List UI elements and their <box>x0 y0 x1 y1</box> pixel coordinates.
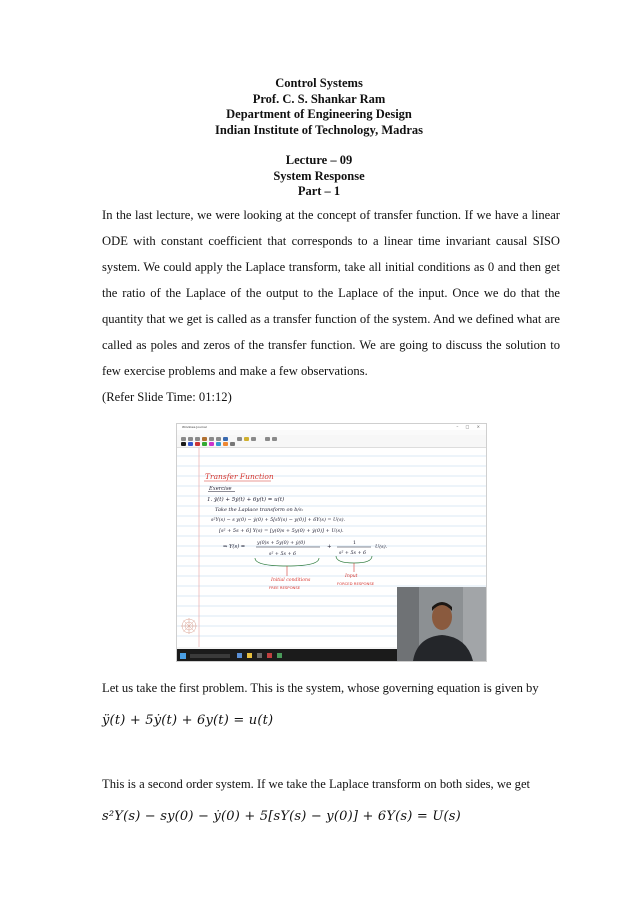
slide-eq-c-numerator-2: 1 <box>353 541 357 546</box>
taskbar-app-icon <box>277 653 282 658</box>
taskbar-app-icon <box>237 653 242 658</box>
toolbar-icon <box>188 437 193 441</box>
note-forced-response: FORCED RESPONSE <box>337 581 375 586</box>
slide-eq-c-plus: + <box>327 544 332 550</box>
start-icon <box>180 653 186 659</box>
highlighter-icon <box>244 437 249 441</box>
lecture-slide-screenshot <box>176 423 487 662</box>
slide-window-title: Windows Journal <box>182 425 207 429</box>
slide-eq-c-tail: U(s). <box>375 544 388 550</box>
color-swatch <box>202 442 207 446</box>
color-swatch <box>209 442 214 446</box>
slide-eq-c-lhs: ⇒ Y(s) = <box>223 544 246 550</box>
slide-eq-a: s²Y(s) − s y(0) − ẏ(0) + 5[sY(s) − y(0)] + 6Y(s) = U(s). <box>211 517 346 523</box>
slide-toolbar <box>177 435 486 448</box>
slide-step: Take the Laplace transform on b/s: <box>215 507 304 513</box>
color-swatch <box>230 442 235 446</box>
professor-name: Prof. C. S. Shankar Ram <box>252 91 386 106</box>
toolbar-icon <box>251 437 256 441</box>
course-title: Control Systems <box>275 76 363 90</box>
taskbar-app-icon <box>267 653 272 658</box>
slide-section: Exercise <box>209 486 232 492</box>
document-header <box>0 76 638 200</box>
refer-slide-time: (Refer Slide Time: 01:12) <box>102 390 232 404</box>
color-swatch <box>195 442 200 446</box>
forced-response-brace <box>336 556 372 563</box>
department-name: Department of Engineering Design <box>226 107 412 121</box>
compass-rose-icon <box>181 618 197 634</box>
toolbar-icon <box>272 437 277 441</box>
lecture-part: Part – 1 <box>297 184 341 198</box>
laplace-equation: s²Y(s) − sy(0) − ẏ(0) + 5[sY(s) − y(0)] + 6Y(s) = U(s) <box>102 809 461 824</box>
paragraph-first-problem: Let us take the first problem. This is the system, whose governing equation is given by <box>102 681 539 695</box>
toolbar-icon <box>181 437 186 441</box>
pen-icon <box>202 437 207 441</box>
note-input: Input <box>345 574 358 579</box>
toolbar-icon <box>209 437 214 441</box>
lecturer-webcam-inset <box>397 587 486 661</box>
intro-paragraph: In the last lecture, we were looking at the concept of transfer function. If we have a linear ODE with constant coefficient that corresponds to a linear time invariant causal SISO system. We could apply the Laplace transform, take all initial conditions as 0 and then get the ratio of the Laplace of the output to the Laplace of the input. Once we do that the quantity that we get is called as a transfer function of the system. And we defined what are called as poles and zeros of the transfer function. We are going to discuss the solution to few exercise problems and make a few observations. <box>102 208 560 378</box>
taskbar-app-icon <box>247 653 252 658</box>
free-response-brace <box>255 558 319 566</box>
toolbar-icon <box>216 437 221 441</box>
slide-heading: Transfer Function <box>205 472 274 481</box>
taskbar-app-icon <box>257 653 262 658</box>
slide-problem: 1. ÿ(t) + 5ẏ(t) + 6y(t) = u(t) <box>207 497 285 503</box>
slide-eq-c-denominator-2: s² + 5s + 6 <box>339 551 367 556</box>
institute-name: Indian Institute of Technology, Madras <box>214 122 424 137</box>
slide-eq-c-denominator: s² + 5s + 6 <box>269 552 297 557</box>
toolbar-icon <box>237 437 242 441</box>
color-swatch <box>216 442 221 446</box>
note-free-response: FREE RESPONSE <box>269 585 301 590</box>
lecturer-video-frame <box>397 587 486 661</box>
color-swatch <box>188 442 193 446</box>
taskbar-search-box <box>190 654 230 658</box>
toolbar-icon <box>265 437 270 441</box>
slide-window-buttons: – □ × <box>456 424 483 429</box>
governing-equation: ÿ(t) + 5ẏ(t) + 6y(t) = u(t) <box>102 713 274 728</box>
slide-eq-b: [s² + 5s + 6] Y(s) = [y(0)s + 5y(0) + ẏ(0)] + U(s). <box>219 528 344 534</box>
note-initial-conditions: Initial conditions <box>271 578 311 583</box>
toolbar-icon <box>223 437 228 441</box>
color-swatch <box>223 442 228 446</box>
lecture-number: Lecture – 09 <box>285 153 353 167</box>
slide-eq-c-numerator: y(0)s + 5y(0) + ẏ(0) <box>257 541 306 546</box>
paragraph-laplace: This is a second order system. If we take the Laplace transform on both sides, we get <box>102 777 531 791</box>
color-swatch <box>181 442 186 446</box>
lecture-topic: System Response <box>273 168 365 183</box>
toolbar-icon <box>195 437 200 441</box>
